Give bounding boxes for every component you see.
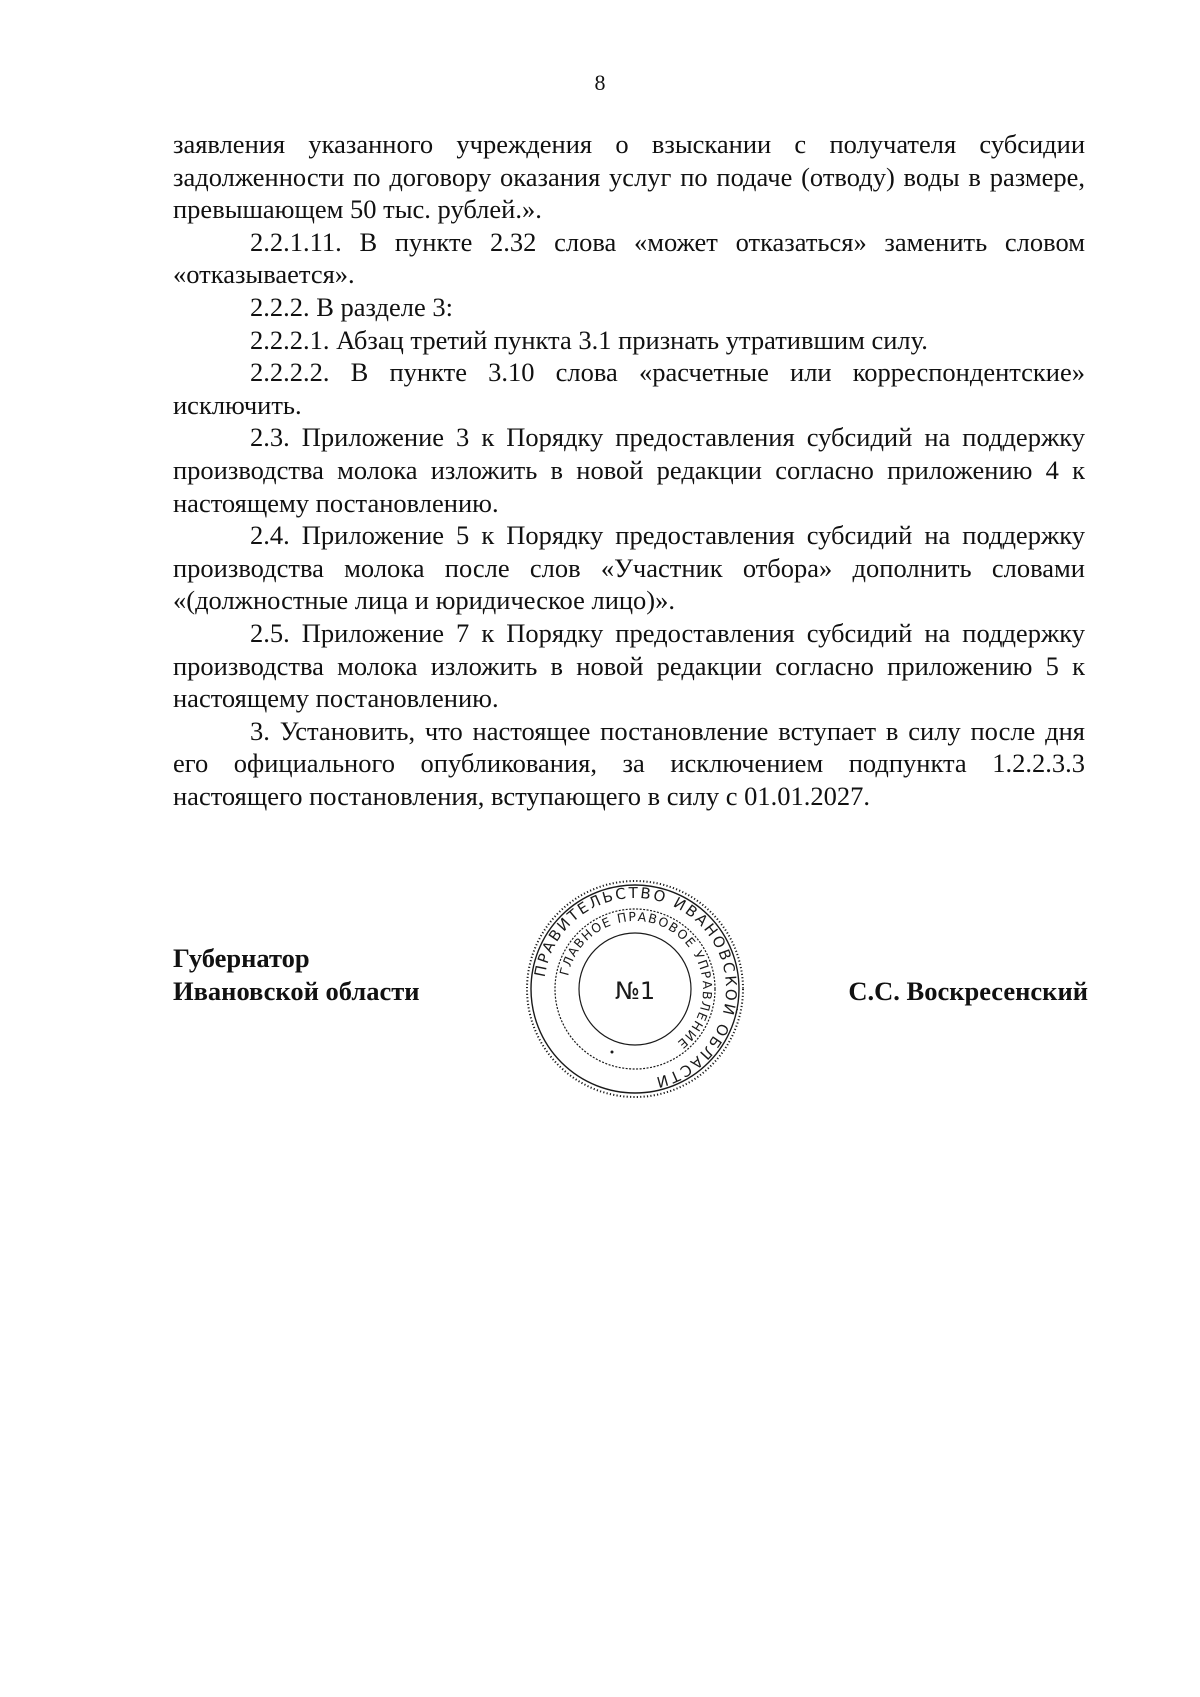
seal-inner-text: ГЛАВНОЕ ПРАВОВОЕ УПРАВЛЕНИЕ bbox=[556, 908, 716, 1053]
page-number: 8 bbox=[594, 70, 606, 95]
paragraph-2-2-1-11: 2.2.1.11. В пункте 2.32 слова «может отказаться» заменить словом «отказывается». bbox=[173, 226, 1085, 290]
signatory-name: С.С. Воскресенский bbox=[848, 976, 1088, 1006]
signatory-position bbox=[173, 942, 420, 1007]
paragraph-2-2-2: 2.2.2. В разделе 3: bbox=[250, 291, 454, 322]
paragraph-2-5: 2.5. Приложение 7 к Порядку предоставления субсидий на поддержку производства молока изложить в новой редакции согласно приложению 5 к настоящему постановлению. bbox=[173, 617, 1085, 714]
seal-number: №1 bbox=[614, 977, 656, 1005]
official-seal bbox=[522, 876, 748, 1102]
seal-outer-text: ПРАВИТЕЛЬСТВО ИВАНОВСКОЙ ОБЛАСТИ bbox=[530, 883, 741, 1092]
document-body bbox=[173, 128, 1085, 812]
paragraph-2-3: 2.3. Приложение 3 к Порядку предоставления субсидий на поддержку производства молока изложить в новой редакции согласно приложению 4 к настоящему постановлению. bbox=[173, 422, 1085, 518]
paragraph-2-2-2-2: 2.2.2.2. В пункте 3.10 слова «расчетные или корреспондентские» исключить. bbox=[173, 357, 1085, 420]
seal-graphic bbox=[522, 876, 748, 1102]
paragraph-3: 3. Установить, что настоящее постановление вступает в силу после дня его официального опубликования, за исключением подпункта 1.2.2.3.3 настоящего постановления, вступающего в силу с 01.01.2027. bbox=[173, 715, 1085, 811]
paragraph-2-2-2-1: 2.2.2.1. Абзац третий пункта 3.1 признать утратившим силу. bbox=[250, 324, 928, 355]
paragraph-2-4: 2.4. Приложение 5 к Порядку предоставления субсидий на поддержку производства молока после слов «Участник отбора» дополнить словами «(должностные лица и юридическое лицо)». bbox=[173, 520, 1085, 616]
signatory-region: Ивановской области bbox=[173, 975, 420, 1006]
paragraph-continuation: заявления указанного учреждения о взыскании с получателя субсидии задолженности по договору оказания услуг по подаче (отводу) воды в размере, превышающем 50 тыс. рублей.». bbox=[173, 129, 1085, 225]
signatory-title: Губернатор bbox=[173, 943, 310, 973]
